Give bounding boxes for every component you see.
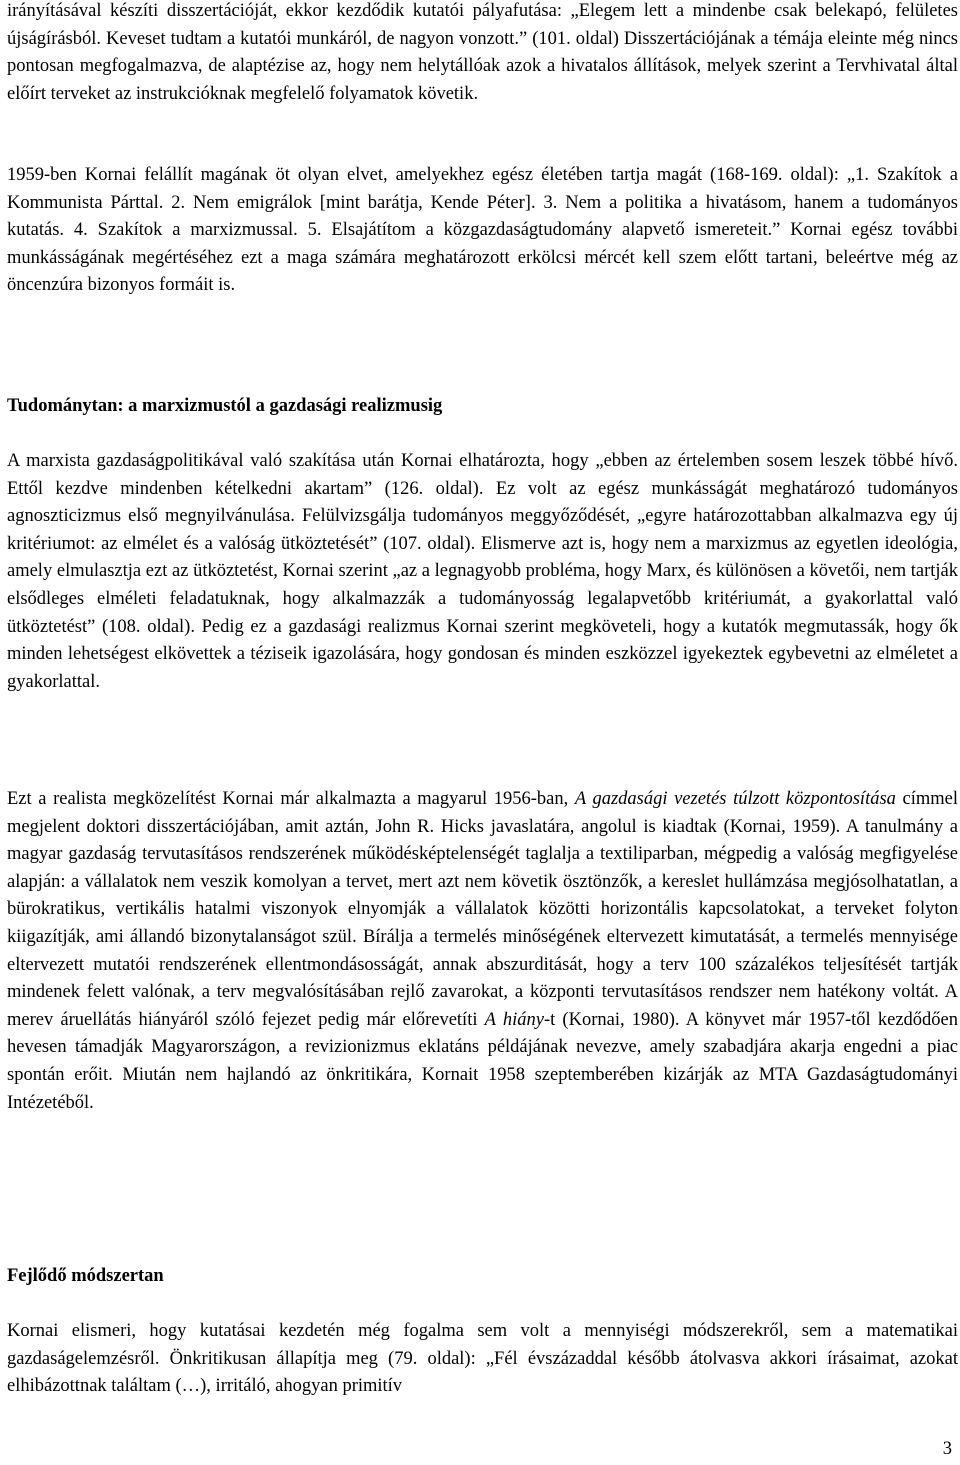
paragraph-marxism-break: A marxista gazdaságpolitikával való szakítása után Kornai elhatározta, hogy „ebben az értelemben sosem leszek többé hívő. Ettől kezdve mindenben kételkedni akartam” (126. oldal). Ez volt az egész munkásságát meghatározó tudományos agnoszticizmus első megnyilvánulása. Felülvizsgálja tudományos meggyőződését, „egyre határozottabban alkalmazva egy új kritériumot: az elmélet és a valóság ütköztetését” (107. oldal). Elismerve azt is, hogy nem a marxizmus az egyetlen ideológia, amely elmulasztja ezt az ütköztetést, Kornai szerint „az a legnagyobb probléma, hogy Marx, és különösen a követői, nem tartják elsődleges elméleti feladatuknak, hogy alkalmazzák a tudományosság legalapvetőbb kritériumát, a gyakorlattal való ütköztetést” (108. oldal). Pedig ez a gazdasági realizmus Kornai szerint megköveteli, hogy a kutatók megmutassák, hogy ők minden lehetségest elkövettek a téziseik igazolására, hogy gondosan és minden eszközzel igyekeztek egybevetni az elméletet a gyakorlattal. [7, 451, 958, 692]
paragraph-dissertation-start: irányításával készíti disszertációját, ekkor kezdődik kutatói pályafutása: „Elegem lett a mindenbe csak belekapó, felületes újságírásból. Keveset tudtam a kutatói munkáról, de nagyon vonzott.” (101. oldal) Disszertációjának a témája eleinte még nincs pontosan megfogalmazva, de alaptézise az, hogy nem helytállóak azok a hivatalos állítások, melyek szerint a Tervhivatal által előírt terveket az instrukcióknak megfelelő folyamatok követik. [7, 1, 958, 104]
section-heading-tudomanytan: Tudománytan: a marxizmustól a gazdasági realizmusig [7, 396, 443, 416]
realist-approach-text-1: Ezt a realista megközelítést Kornai már alkalmazta a magyarul 1956-ban, [7, 789, 575, 809]
paragraph-methodology: Kornai elismeri, hogy kutatásai kezdetén még fogalma sem volt a mennyiségi módszerekről, sem a matematikai gazdaságelemzésről. Önkritikusan állapítja meg (79. oldal): „Fél évszázaddal később átolvasva akkori írásaimat, azokat elhibázottnak találtam (…), irritáló, ahogyan primitív [7, 1321, 958, 1397]
book-title-hiany: A hiány [484, 1009, 544, 1030]
page-number: 3 [942, 1439, 952, 1459]
paragraph-five-principles: 1959-ben Kornai felállít magának öt olyan elvet, amelyekhez egész életében tartja magát (168-169. oldal): „1. Szakítok a Kommunista Párttal. 2. Nem emigrálok [mint barátja, Kende Péter]. 3. Nem a politika a hivatásom, hanem a tudományos kutatás. 4. Szakítok a marxizmussal. 5. Elsajátítom a közgazdaságtudomány alapvető ismereteit.” Kornai egész további munkásságának megértéséhez ezt a maga számára meghatározott erkölcsi mércét kell szem előtt tartani, beleértve még az öncenzúra bizonyos formáit is. [7, 165, 958, 296]
realist-approach-text-2: címmel megjelent doktori disszertációjában, amit aztán, John R. Hicks javaslatára, angolul is kiadtak (Kornai, 1959). A tanulmány a magyar gazdaság tervutasításos rendszerének működésképtelenségét taglalja a textiliparban, mégpedig a valóság megfigyelése alapján: a vállalatok nem veszik komolyan a tervet, mert azt nem követik ösztönzők, a kereslet hullámzása megjósolhatatlan, a bürokratikus, vertikális hatalmi viszonyok elnyomják a vállalatok közötti horizontális kapcsolatokat, a terveket folyton kiigazítják, ami állandó bizonytalanságot szül. Bírálja a termelés minőségének eltervezett kimutatását, a termelés mennyisége eltervezett mutatói rendszerének ellentmondásosságát, annak abszurditását, hogy a terv 100 százalékos teljesítését tartják mindenek felett valónak, a terv megvalósításában rejlő zavarokat, a központi tervutasításos rendszer nem hatékony voltát. A merev áruellátás hiányáról szóló fejezet pedig már előrevetíti [7, 789, 959, 1030]
realist-approach-text-3: -t (Kornai, 1980). A könyvet már 1957-től kezdődően hevesen támadják Magyarországon, a revizionizmus eklatáns példájának nevezve, amely szabadjára akarja engedni a piac spontán erőit. Miután nem hajlandó az önkritikára, Kornait 1958 szeptemberében kizárják az MTA Gazdaságtudományi Intézetéből. [7, 1009, 959, 1113]
paragraph-realist-approach [7, 786, 958, 1117]
section-heading-fejlodo-modszertan: Fejlődő módszertan [7, 1266, 164, 1286]
dissertation-title: A gazdasági vezetés túlzott központosítása [574, 789, 896, 809]
